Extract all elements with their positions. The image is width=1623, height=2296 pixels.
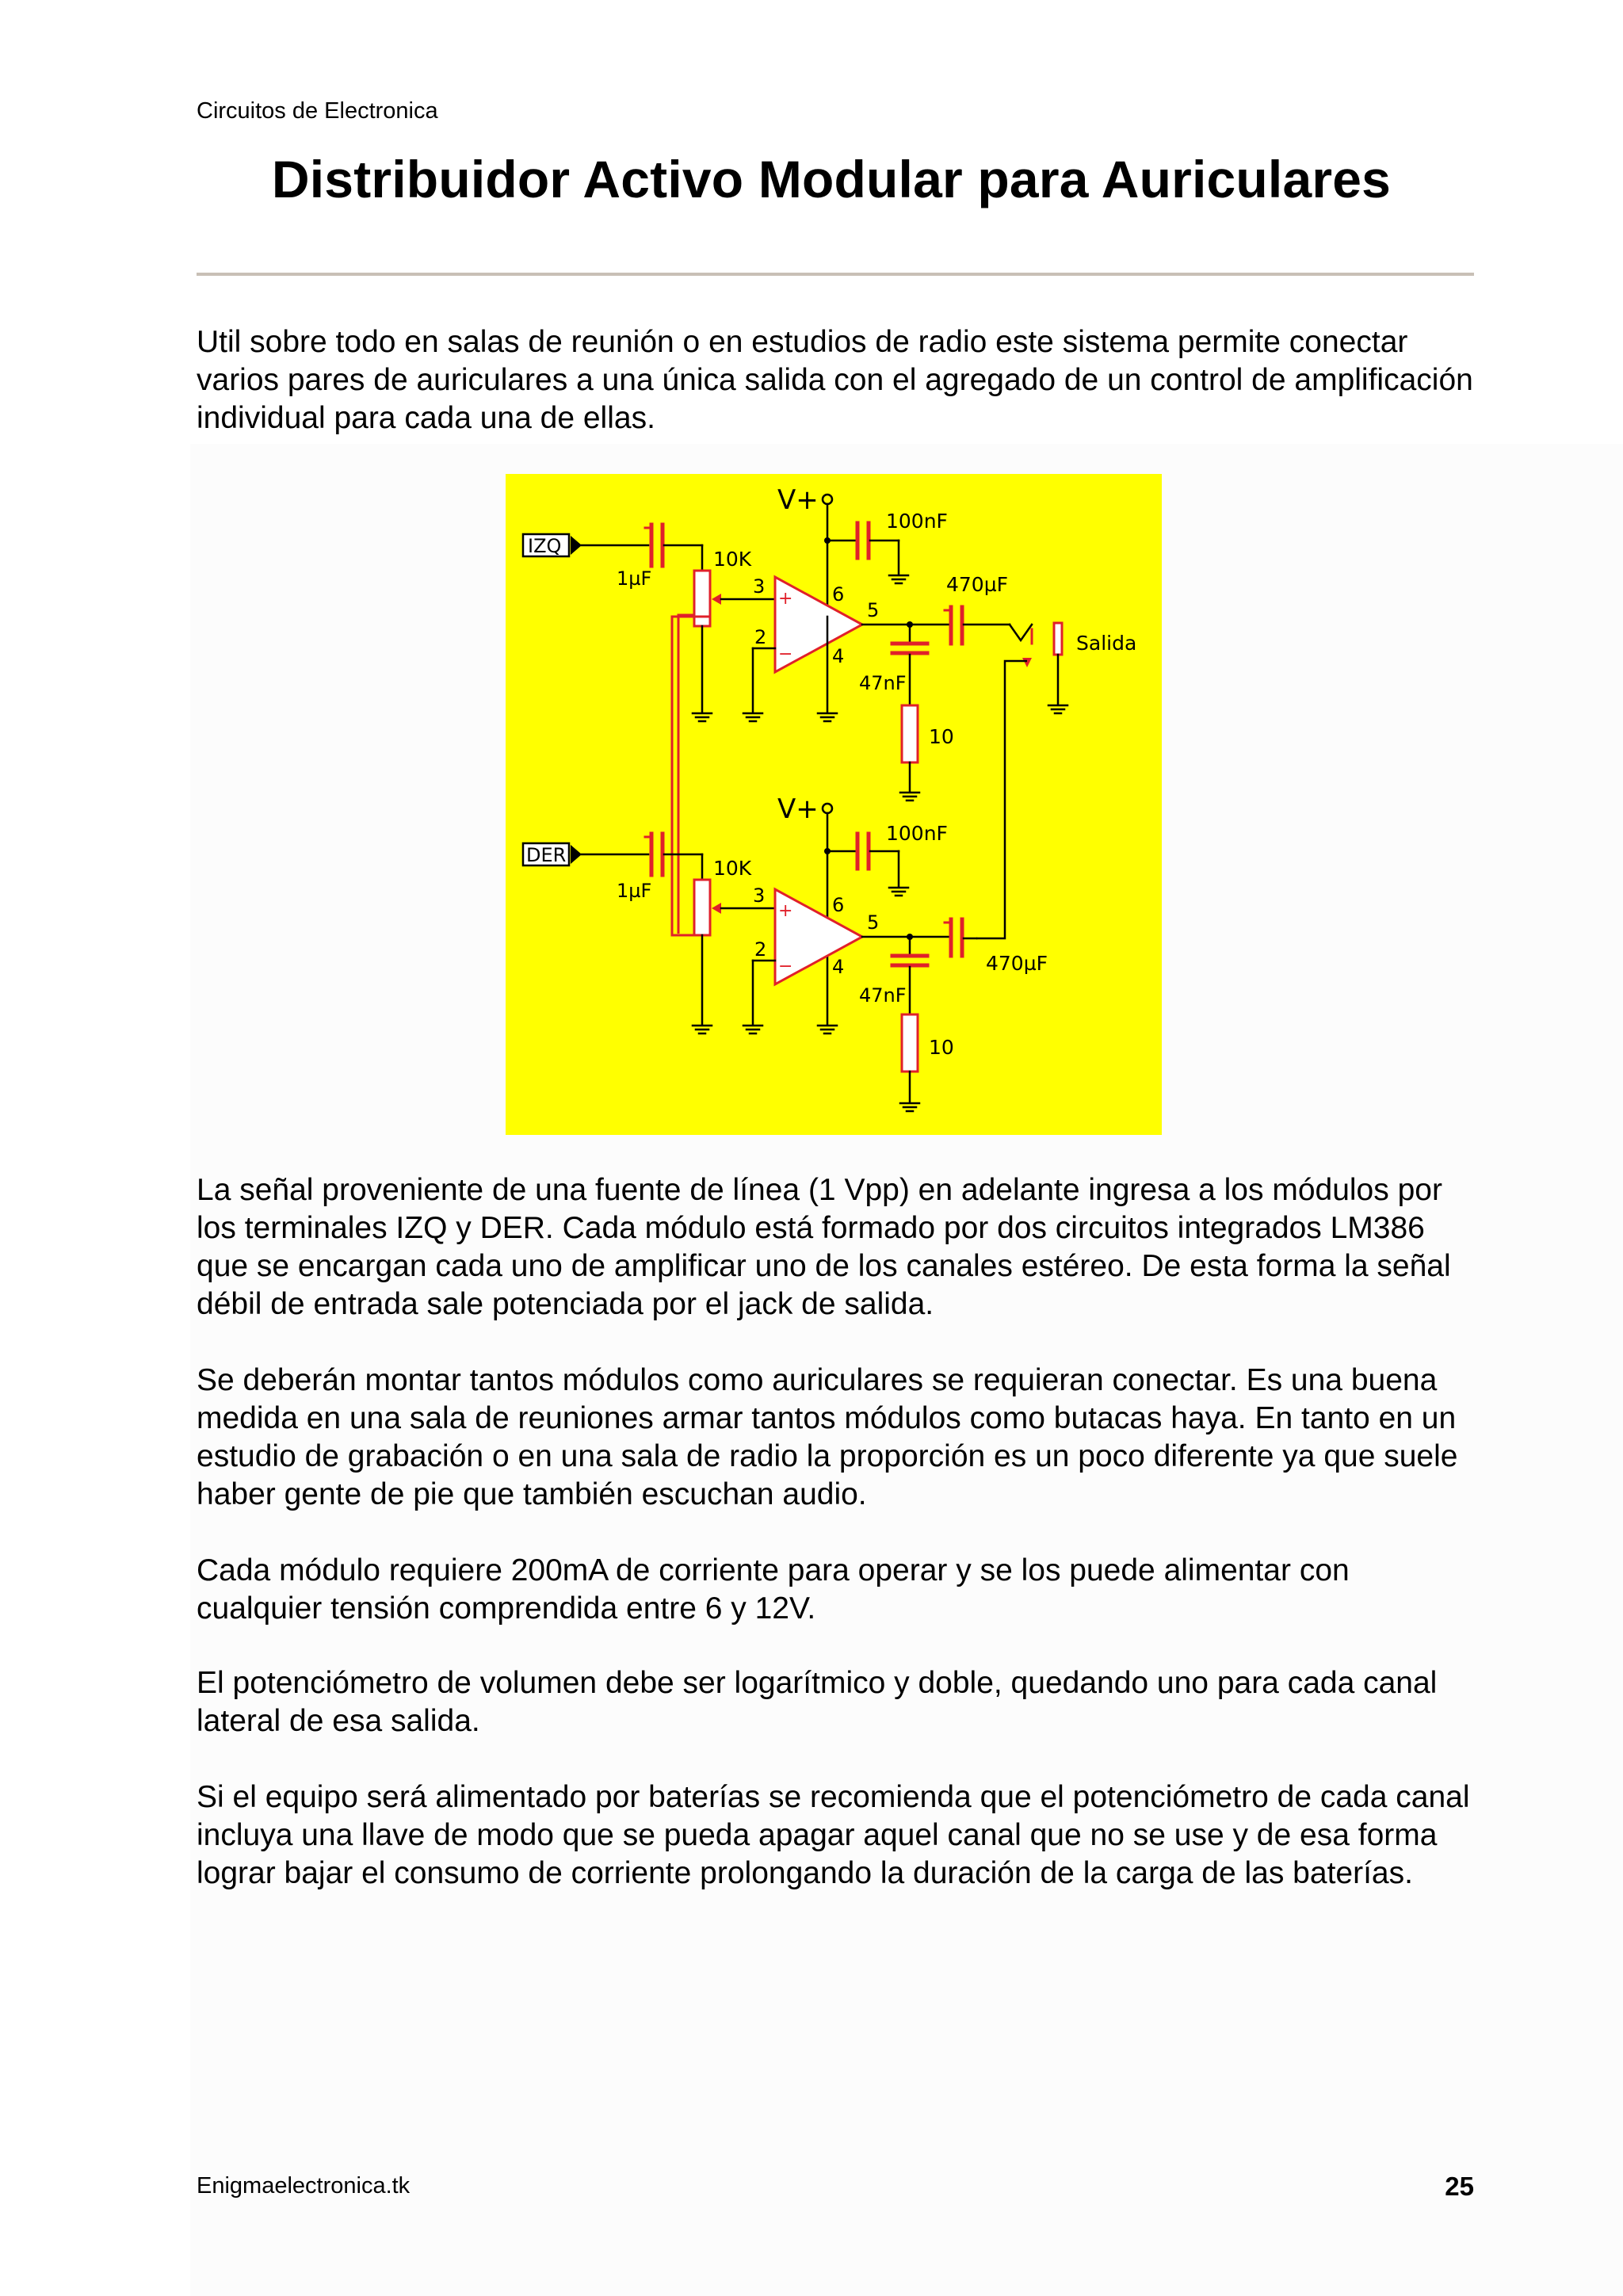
title-divider [197, 273, 1474, 276]
cap-1uf-label-bottom: 1µF [617, 880, 652, 902]
cap-100nf-label-top: 100nF [886, 510, 948, 533]
paragraph-power: Cada módulo requiere 200mA de corriente para operar y se los puede alimentar con cualquier tensión comprendida entre 6 y 12V. [197, 1553, 1350, 1626]
input-der-label: DER [526, 844, 567, 866]
cap-47nf-label-bottom: 47nF [859, 984, 907, 1007]
vplus-label-bottom: V+ [777, 793, 819, 825]
schematic-diagram [506, 474, 1162, 1135]
svg-text:3: 3 [753, 884, 766, 907]
svg-text:5: 5 [867, 599, 880, 621]
res-10-bottom [902, 1014, 918, 1072]
svg-text:4: 4 [832, 956, 845, 978]
cap-100nf-label-bottom: 100nF [886, 822, 948, 845]
svg-text:10: 10 [929, 1036, 954, 1059]
svg-text:4: 4 [832, 645, 845, 667]
input-izq-label: IZQ [528, 535, 562, 557]
svg-text:3: 3 [753, 575, 766, 598]
pot-10k-label-top: 10K [713, 548, 752, 571]
res-10-top [902, 705, 918, 762]
svg-text:2: 2 [754, 938, 767, 961]
vplus-label-top: V+ [777, 484, 819, 516]
svg-text:2: 2 [754, 626, 767, 648]
svg-text:−: − [778, 644, 793, 664]
page-title: Distribuidor Activo Modular para Auriculares [271, 150, 1392, 208]
paragraph-signal: La señal proveniente de una fuente de línea (1 Vpp) en adelante ingresa a los módulos por los terminales IZQ y DER. Cada módulo está formado por dos circuitos integrados LM386 que se encargan cada uno de amplificar uno de los canales estéreo. De esta forma la señal débil de entrada sale potenciada por el jack de salida. [197, 1173, 1451, 1321]
page-number: 25 [1445, 2172, 1474, 2201]
paragraph-potentiometer: El potenciómetro de volumen debe ser logarítmico y doble, quedando uno para cada canal lateral de esa salida. [197, 1666, 1438, 1738]
svg-text:+: + [778, 589, 793, 609]
pot-10k-bottom [694, 880, 710, 935]
svg-text:−: − [778, 957, 793, 976]
schematic-background [506, 474, 1162, 1135]
cap-470uf-label-bottom: 470µF [986, 952, 1048, 975]
running-header: Circuitos de Electronica [197, 98, 438, 124]
svg-text:10: 10 [929, 725, 954, 748]
output-label: Salida [1076, 632, 1137, 655]
paragraph-batteries: Si el equipo será alimentado por baterías se recomienda que el potenciómetro de cada canal incluya una llave de modo que se pueda apagar aquel canal que no se use y de esa forma lograr bajar el consumo de corriente prolongando la duración de la carga de las baterías. [197, 1780, 1470, 1890]
cap-1uf-label-top: 1µF [617, 567, 652, 590]
svg-text:6: 6 [832, 894, 845, 916]
cap-47nf-label-top: 47nF [859, 672, 907, 694]
svg-text:+: + [778, 901, 793, 921]
svg-text:6: 6 [832, 583, 845, 606]
intro-paragraph: Util sobre todo en salas de reunión o en estudios de radio este sistema permite conectar varios pares de auriculares a una única salida con el agregado de un control de amplificación individual para cada una de ellas. [197, 325, 1473, 435]
footer-site: Enigmaelectronica.tk [197, 2173, 411, 2199]
cap-470uf-label-top: 470µF [946, 573, 1009, 596]
svg-text:5: 5 [867, 911, 880, 934]
pot-10k-label-bottom: 10K [713, 857, 752, 880]
paragraph-modules: Se deberán montar tantos módulos como auriculares se requieran conectar. Es una buena medida en una sala de reuniones armar tantos módulos como butacas haya. En tanto en un estudio de grabación o en una sala de radio la proporción es un poco diferente ya que suele haber gente de pie que también escuchan audio. [197, 1363, 1458, 1511]
